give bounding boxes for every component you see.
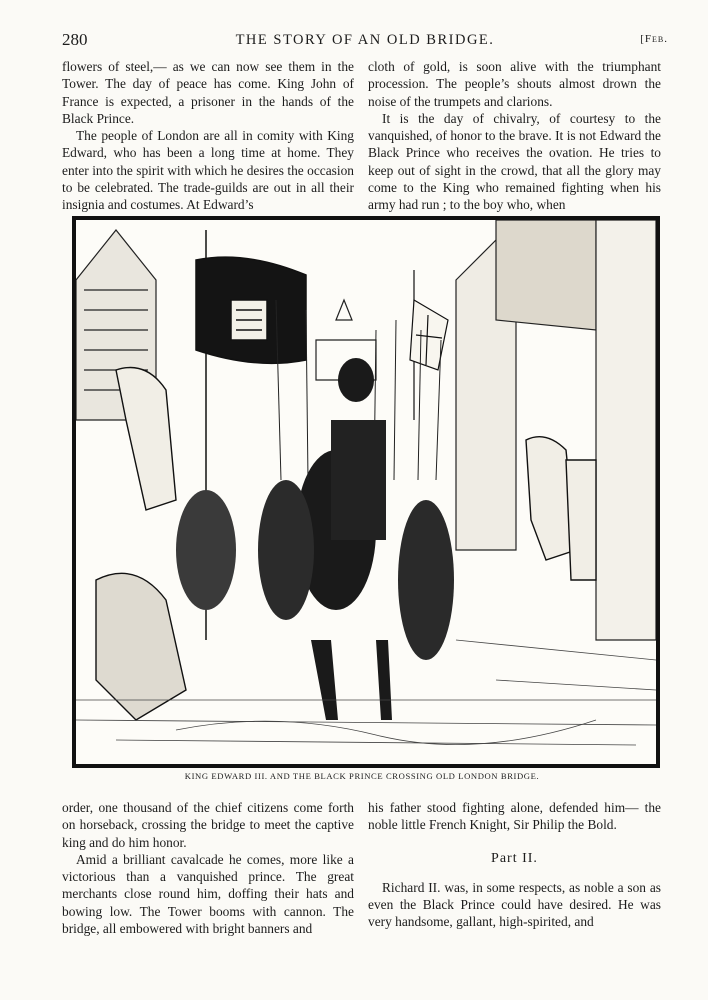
running-header: [62, 30, 668, 52]
illustration-procession: [72, 216, 660, 768]
column-bottom-right: [368, 799, 661, 931]
month-label: [Feb.: [640, 33, 668, 45]
paragraph: The people of London are all in comity with King Edward, who has been a long time at home. They enter into the spirit with which he desires the occasion to be celebrated. The trade-guilds are out in all their insignia and costumes. At Edward’s: [62, 128, 354, 213]
column-top-left: [62, 58, 354, 214]
column-bottom-left: [62, 799, 354, 937]
paragraph: cloth of gold, is soon alive with the triumphant procession. The people’s shouts almost drown the noise of the trumpets and clarions.: [368, 59, 661, 109]
paragraph: Richard II. was, in some respects, as noble a son as even the Black Prince could have desired. He was very handsome, gallant, high-spirited, and: [368, 879, 661, 930]
running-title: THE STORY OF AN OLD BRIDGE.: [235, 32, 495, 48]
page-number: 280: [62, 30, 88, 49]
column-top-right: [368, 58, 661, 214]
figure-caption: KING EDWARD III. AND THE BLACK PRINCE CROSSING OLD LONDON BRIDGE.: [184, 771, 540, 781]
procession-engraving: [76, 220, 656, 764]
part-heading: Part II.: [491, 850, 538, 866]
paragraph: Amid a brilliant cavalcade he comes, more like a victorious than a vanquished prince. The great merchants close round him, doffing their hats and bowing low. The Tower booms with cannon. The bridge, all embowered with bright banners and: [62, 851, 354, 937]
paragraph: flowers of steel,— as we can now see them in the Tower. The day of peace has come. King John of France is expected, a prisoner in the hands of the Black Prince.: [62, 59, 354, 126]
paragraph: his father stood fighting alone, defended him— the noble little French Knight, Sir Philip the Bold.: [368, 800, 661, 833]
paragraph: It is the day of chivalry, of courtesy to the vanquished, of honor to the brave. It is not Edward the Black Prince who receives the ovation. He tries to keep out of sight in the crowd, that all the glory may come to the King who remained fighting when his army had run ; to the boy who, when: [368, 110, 661, 213]
paragraph: order, one thousand of the chief citizens come forth on horseback, crossing the bridge to meet the captive king and do him honor.: [62, 800, 354, 850]
